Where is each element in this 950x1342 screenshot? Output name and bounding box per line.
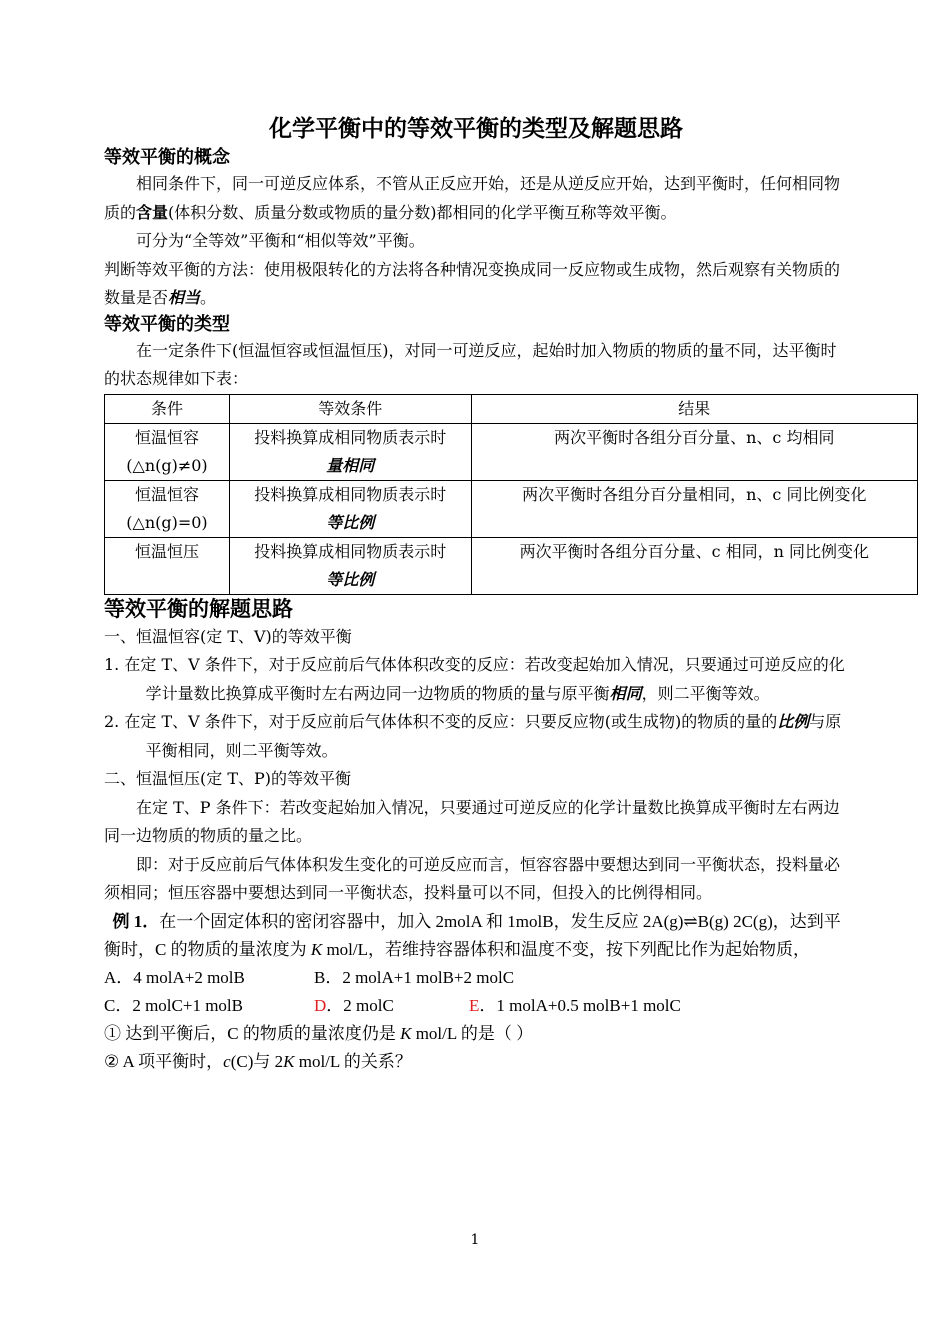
section-heading-types: 等效平衡的类型: [104, 313, 230, 335]
concept-types-paragraph: 可分为“全等效”平衡和“相似等效”平衡。: [136, 231, 425, 250]
equivalence-table: [104, 394, 918, 595]
table-cell: 两次平衡时各组分百分量相同，n、c 同比例变化: [471, 480, 917, 537]
table-cell: 投料换算成相同物质表示时 量相同: [229, 423, 471, 480]
table-cell: 两次平衡时各组分百分量、c 相同，n 同比例变化: [471, 537, 917, 594]
table-cell: 投料换算成相同物质表示时 等比例: [229, 480, 471, 537]
keyword-equivalent: 相当: [168, 288, 201, 307]
table-cell: 投料换算成相同物质表示时 等比例: [229, 537, 471, 594]
rule-item-2: 2. 在定 T、V 条件下，对于反应前后气体体积不变的反应：只要反应物(或生成物)的物质的量的比例与原平衡相同，则二平衡等效。: [104, 712, 842, 760]
table-cell: 两次平衡时各组分百分量、n、c 均相同: [471, 423, 917, 480]
rule-item-1: 1. 在定 T、V 条件下，对于反应前后气体体积改变的反应：若改变起始加入情况，只要通过可逆反应的化学计量数比换算成平衡时左右两边同一边物质的物质的量与原平衡相同，则二平衡等效。: [104, 655, 845, 703]
option-a: A．4 molA+2 molB: [104, 967, 245, 987]
example-options: [104, 964, 848, 1076]
summary-paragraph: 即：对于反应前后气体体积发生变化的可逆反应而言，恒容容器中要想达到同一平衡状态，投料量必须相同；恒压容器中要想达到同一平衡状态，投料量可以不同，但投入的比例得相同。: [104, 854, 841, 902]
section-heading-approach: 等效平衡的解题思路: [104, 595, 293, 621]
table-cell: 恒温恒容 (△n(g)=0): [105, 480, 230, 537]
table-row: [105, 480, 918, 537]
option-d: D．2 molC: [314, 995, 394, 1015]
section-heading-concept: 等效平衡的概念: [104, 147, 230, 168]
types-intro: 在一定条件下(恒温恒容或恒温恒压)，对同一可逆反应，起始时加入物质的物质的量不同，达平衡时的状态规律如下表：: [104, 340, 837, 388]
table-cell: 恒温恒压: [105, 537, 230, 594]
subheading-constant-tv: 一、恒温恒容(定 T、V)的等效平衡: [104, 626, 352, 646]
document-page: [104, 112, 870, 1076]
header-condition: 条件: [105, 394, 230, 423]
question-1: ① 达到平衡后，C 的物质的量浓度仍是 K mol/L 的是（ ）: [104, 1023, 534, 1043]
table-row: [105, 537, 918, 594]
example-1: 例 1．在一个固定体积的密闭容器中，加入 2molA 和 1molB，发生反应 2A(g)⇌B(g) 2C(g)，达到平衡时，C 的物质的量浓度为 K mol/L，若维持容器体积和温度不变，按下列配比作为起始物质，: [104, 911, 841, 959]
option-b: B．2 molA+1 molB+2 molC: [314, 967, 515, 987]
example-label: 例 1．: [112, 911, 160, 931]
keyword-content: 含量: [136, 202, 169, 222]
method-paragraph: 判断等效平衡的方法：使用极限转化的方法将各种情况变换成同一反应物或生成物，然后观察有关物质的数量是否相当。: [104, 259, 841, 307]
page-title: 化学平衡中的等效平衡的类型及解题思路: [269, 115, 683, 142]
question-2: ② A 项平衡时，c(C)与 2K mol/L 的关系？: [104, 1051, 412, 1071]
tp-paragraph: 在定 T、P 条件下：若改变起始加入情况，只要通过可逆反应的化学计量数比换算成平衡时左右两边同一边物质的物质的量之比。: [104, 797, 840, 845]
concept-paragraph: 相同条件下，同一可逆反应体系，不管从正反应开始，还是从逆反应开始，达到平衡时，任何相同物质的含量(体积分数、质量分数或物质的量分数)都相同的化学平衡互称等效平衡。: [104, 174, 841, 222]
header-result: 结果: [471, 394, 917, 423]
header-equiv-condition: 等效条件: [229, 394, 471, 423]
options-row-2: [104, 992, 848, 1020]
options-row-1: [104, 964, 848, 992]
option-c: C．2 molC+1 molB: [104, 995, 243, 1015]
subheading-constant-tp: 二、恒温恒压(定 T、P)的等效平衡: [104, 769, 352, 788]
table-row: [105, 423, 918, 480]
table-header-row: [105, 394, 918, 423]
table-cell: 恒温恒容 (△n(g)≠0): [105, 423, 230, 480]
option-e: E．1 molA+0.5 molB+1 molC: [469, 995, 681, 1015]
page-number: 1: [470, 1232, 480, 1248]
